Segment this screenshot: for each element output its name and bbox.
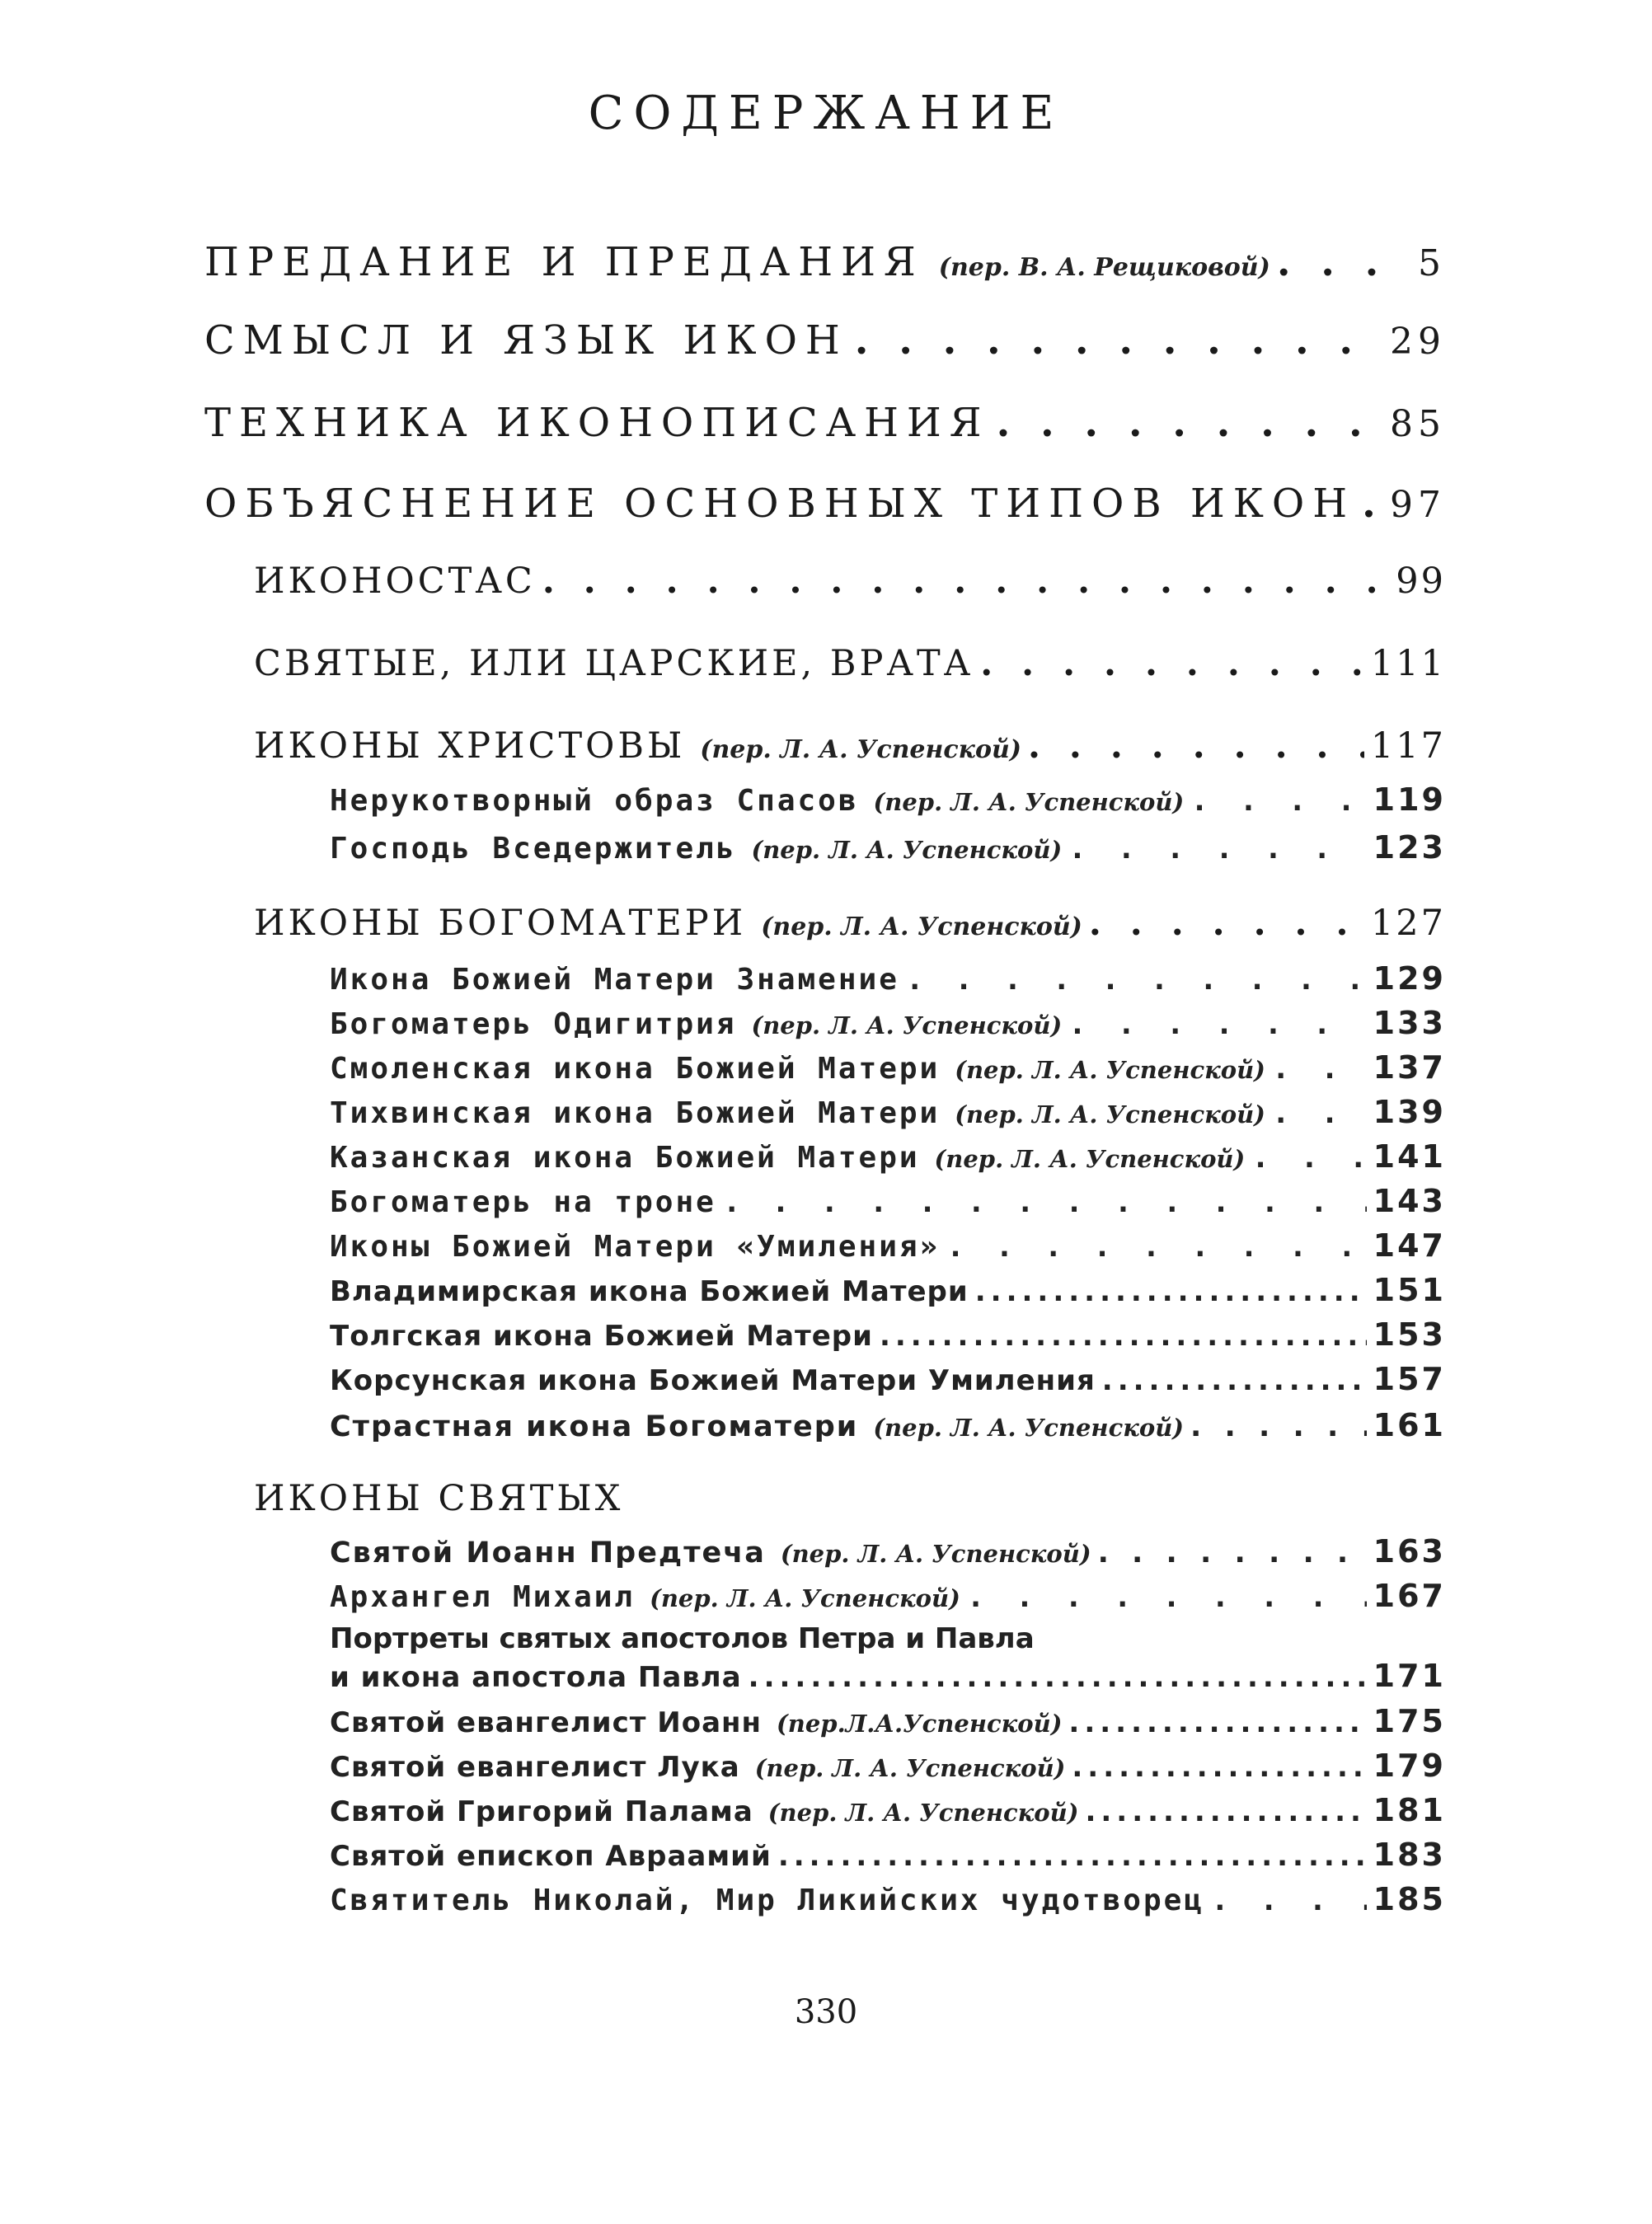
toc-entry-label: ПРЕДАНИЕ И ПРЕДАНИЯ bbox=[204, 239, 924, 285]
dot-leader bbox=[1102, 1364, 1367, 1397]
toc-entry-smolensk bbox=[330, 1049, 1446, 1092]
dot-leader bbox=[1068, 832, 1367, 866]
toc-entry-page: 127 bbox=[1370, 903, 1446, 944]
toc-entry-page: 151 bbox=[1373, 1272, 1446, 1308]
dot-leader bbox=[967, 1580, 1367, 1614]
toc-entry-label: Святой Иоанн Предтеча bbox=[330, 1537, 766, 1569]
toc-entry-translator: (пер. Л. А. Успенской) bbox=[873, 788, 1185, 816]
toc-entry-page: 119 bbox=[1373, 781, 1446, 818]
toc-entry-abraham bbox=[330, 1837, 1446, 1878]
toc-entry-page: 161 bbox=[1373, 1407, 1446, 1443]
toc-entry-page: 5 bbox=[1418, 242, 1446, 284]
toc-entry-translator: (пер. Л. А. Успенской) bbox=[700, 735, 1021, 764]
toc-entry-tradition bbox=[204, 239, 1446, 297]
toc-entry-page: 117 bbox=[1370, 725, 1446, 767]
dot-leader bbox=[1211, 1884, 1367, 1917]
dot-leader bbox=[723, 1185, 1367, 1219]
toc-entry-iconostasis bbox=[254, 561, 1446, 613]
toc-entry-vladimir bbox=[330, 1272, 1446, 1313]
toc-entry-label: Корсунская икона Божией Матери Умиления bbox=[330, 1364, 1096, 1397]
toc-entry-translator: (пер. Л. А. Успенской) bbox=[751, 1011, 1063, 1039]
toc-entry-label: ИКОНЫ ХРИСТОВЫ bbox=[254, 725, 686, 767]
toc-entry-page: 163 bbox=[1373, 1533, 1446, 1569]
toc-entry-label: Толгская икона Божией Матери bbox=[330, 1320, 873, 1353]
toc-section-saints: ИКОНЫ СВЯТЫХ bbox=[254, 1478, 624, 1519]
dot-leader bbox=[880, 1320, 1367, 1353]
toc-entry-luke bbox=[330, 1748, 1446, 1789]
dot-leader bbox=[542, 561, 1389, 602]
toc-entry-label: Архангел Михаил bbox=[330, 1580, 636, 1614]
toc-entry-label: Святой евангелист Иоанн bbox=[330, 1706, 763, 1739]
toc-entry-page: 29 bbox=[1390, 321, 1446, 363]
page-title: СОДЕРЖАНИЕ bbox=[588, 87, 1064, 140]
toc-entry-pantocrator bbox=[330, 829, 1446, 872]
toc-entry-label: Иконы Божией Матери «Умиления» bbox=[330, 1230, 941, 1264]
toc-entry-korsun bbox=[330, 1361, 1446, 1402]
toc-entry-royal-doors bbox=[254, 643, 1446, 696]
toc-entry-label: СВЯТЫЕ, ИЛИ ЦАРСКИЕ, ВРАТА bbox=[254, 643, 974, 684]
toc-entry-znamenie bbox=[330, 960, 1446, 1003]
toc-entry-tolga bbox=[330, 1316, 1446, 1358]
toc-entry-passion bbox=[330, 1407, 1446, 1448]
toc-entry-label: ИКОНОСТАС bbox=[254, 561, 536, 602]
toc-entry-apostles-line1: Портреты святых апостолов Петра и Павла bbox=[330, 1622, 1035, 1655]
toc-entry-theotokos-icons bbox=[254, 903, 1446, 955]
toc-entry-page: 85 bbox=[1390, 403, 1446, 445]
toc-entry-label: Святой Григорий Палама bbox=[330, 1795, 753, 1828]
dot-leader bbox=[980, 643, 1364, 684]
toc-entry-page: 143 bbox=[1373, 1183, 1446, 1219]
toc-entry-john-baptist bbox=[330, 1533, 1446, 1574]
toc-entry-label: и икона апостола Павла bbox=[330, 1661, 742, 1694]
toc-entry-translator: (пер. Л. А. Успенской) bbox=[754, 1754, 1066, 1782]
toc-entry-types bbox=[204, 481, 1446, 538]
toc-entry-john-evangelist bbox=[330, 1703, 1446, 1744]
toc-entry-archangel-michael bbox=[330, 1578, 1446, 1621]
toc-entry-meaning bbox=[204, 317, 1446, 375]
toc-entry-page: 175 bbox=[1373, 1703, 1446, 1739]
toc-entry-page: 153 bbox=[1373, 1316, 1446, 1353]
dot-leader bbox=[1190, 1410, 1367, 1443]
toc-entry-label: Страстная икона Богоматери bbox=[330, 1410, 859, 1443]
toc-entry-translator: (пер. Л. А. Успенской) bbox=[934, 1145, 1246, 1173]
dot-leader bbox=[975, 1275, 1367, 1308]
toc-entry-translator: (пер. Л. А. Успенской) bbox=[873, 1414, 1185, 1442]
toc-entry-page: 147 bbox=[1373, 1227, 1446, 1264]
toc-entry-translator: (пер. Л. А. Успенской) bbox=[751, 836, 1063, 864]
toc-entry-hodegetria bbox=[330, 1005, 1446, 1048]
toc-entry-label: Владимирская икона Божией Матери bbox=[330, 1275, 969, 1308]
toc-entry-label: Святой епископ Авраамий bbox=[330, 1840, 772, 1873]
dot-leader bbox=[855, 317, 1383, 364]
toc-entry-page: 111 bbox=[1370, 643, 1446, 684]
toc-entry-label: Господь Вседержитель bbox=[330, 832, 737, 866]
toc-entry-page: 99 bbox=[1396, 561, 1446, 602]
toc-entry-page: 171 bbox=[1373, 1658, 1446, 1694]
toc-entry-palamas bbox=[330, 1792, 1446, 1833]
dot-leader bbox=[1068, 1706, 1366, 1739]
toc-entry-label: Святитель Николай, Мир Ликийских чудотворец bbox=[330, 1884, 1204, 1917]
toc-entry-translator: (пер. Л. А. Успенской) bbox=[650, 1584, 960, 1612]
toc-entry-label: ОБЪЯСНЕНИЕ ОСНОВНЫХ ТИПОВ ИКОН bbox=[204, 481, 1356, 527]
toc-entry-label: Смоленская икона Божией Матери bbox=[330, 1052, 941, 1086]
toc-entry-page: 157 bbox=[1373, 1361, 1446, 1397]
toc-entry-apostles bbox=[330, 1658, 1446, 1699]
dot-leader bbox=[1251, 1141, 1366, 1175]
toc-entry-label: Икона Божией Матери Знамение bbox=[330, 963, 899, 997]
toc-entry-label: Казанская икона Божией Матери bbox=[330, 1141, 920, 1175]
dot-leader bbox=[946, 1230, 1366, 1264]
toc-entry-enthroned bbox=[330, 1183, 1446, 1226]
toc-entry-translator: (пер. В. А. Рещиковой) bbox=[938, 253, 1270, 282]
toc-entry-translator: (пер. Л. А. Успенской) bbox=[761, 913, 1082, 941]
toc-entry-page: 183 bbox=[1373, 1837, 1446, 1873]
toc-entry-translator: (пер.Л.А.Успенской) bbox=[777, 1710, 1063, 1738]
toc-entry-christ-icons bbox=[254, 725, 1446, 778]
dot-leader bbox=[1277, 239, 1411, 285]
toc-entry-nicholas bbox=[330, 1881, 1446, 1924]
toc-entry-page: 97 bbox=[1390, 484, 1446, 526]
dot-leader bbox=[778, 1840, 1367, 1873]
dot-leader bbox=[997, 400, 1383, 446]
dot-leader bbox=[1089, 903, 1364, 944]
dot-leader bbox=[1072, 1751, 1366, 1784]
toc-entry-translator: (пер. Л. А. Успенской) bbox=[955, 1056, 1265, 1084]
toc-entry-label: Святой евангелист Лука bbox=[330, 1751, 740, 1784]
dot-leader bbox=[1028, 725, 1364, 767]
toc-entry-page: 167 bbox=[1373, 1578, 1446, 1614]
toc-entry-translator: (пер. Л. А. Успенской) bbox=[780, 1540, 1091, 1568]
toc-entry-tikhvin bbox=[330, 1094, 1446, 1137]
dot-leader bbox=[906, 963, 1367, 997]
toc-entry-label: ИКОНЫ БОГОМАТЕРИ bbox=[254, 903, 747, 944]
dot-leader bbox=[1190, 784, 1366, 818]
page-number: 330 bbox=[794, 1993, 858, 2031]
dot-leader bbox=[1085, 1795, 1366, 1828]
toc-entry-mandylion bbox=[330, 781, 1446, 824]
toc-entry-label: СМЫСЛ И ЯЗЫК ИКОН bbox=[204, 317, 848, 364]
dot-leader bbox=[1272, 1096, 1367, 1130]
toc-entry-kazan bbox=[330, 1138, 1446, 1181]
dot-leader bbox=[1098, 1537, 1367, 1569]
toc-entry-page: 137 bbox=[1373, 1049, 1446, 1086]
toc-entry-label: Тихвинская икона Божией Матери bbox=[330, 1096, 941, 1130]
toc-entry-page: 133 bbox=[1373, 1005, 1446, 1041]
dot-leader bbox=[1068, 1007, 1367, 1041]
toc-entry-page: 139 bbox=[1373, 1094, 1446, 1130]
dot-leader bbox=[749, 1661, 1367, 1694]
toc-entry-label: Богоматерь на троне bbox=[330, 1185, 716, 1219]
toc-entry-label: ТЕХНИКА ИКОНОПИСАНИЯ bbox=[204, 400, 990, 446]
toc-entry-label: Богоматерь Одигитрия bbox=[330, 1007, 737, 1041]
toc-entry-technique bbox=[204, 400, 1446, 457]
toc-entry-translator: (пер. Л. А. Успенской) bbox=[767, 1799, 1079, 1827]
toc-entry-page: 141 bbox=[1373, 1138, 1446, 1175]
toc-entry-page: 123 bbox=[1373, 829, 1446, 866]
toc-entry-label: Нерукотворный образ Спасов bbox=[330, 784, 859, 818]
toc-entry-eleusa bbox=[330, 1227, 1446, 1270]
toc-entry-page: 179 bbox=[1373, 1748, 1446, 1784]
toc-entry-page: 129 bbox=[1373, 960, 1446, 997]
dot-leader bbox=[1362, 481, 1383, 527]
toc-entry-page: 181 bbox=[1373, 1792, 1446, 1828]
toc-entry-page: 185 bbox=[1373, 1881, 1446, 1917]
dot-leader bbox=[1272, 1052, 1367, 1086]
toc-entry-translator: (пер. Л. А. Успенской) bbox=[955, 1100, 1265, 1128]
